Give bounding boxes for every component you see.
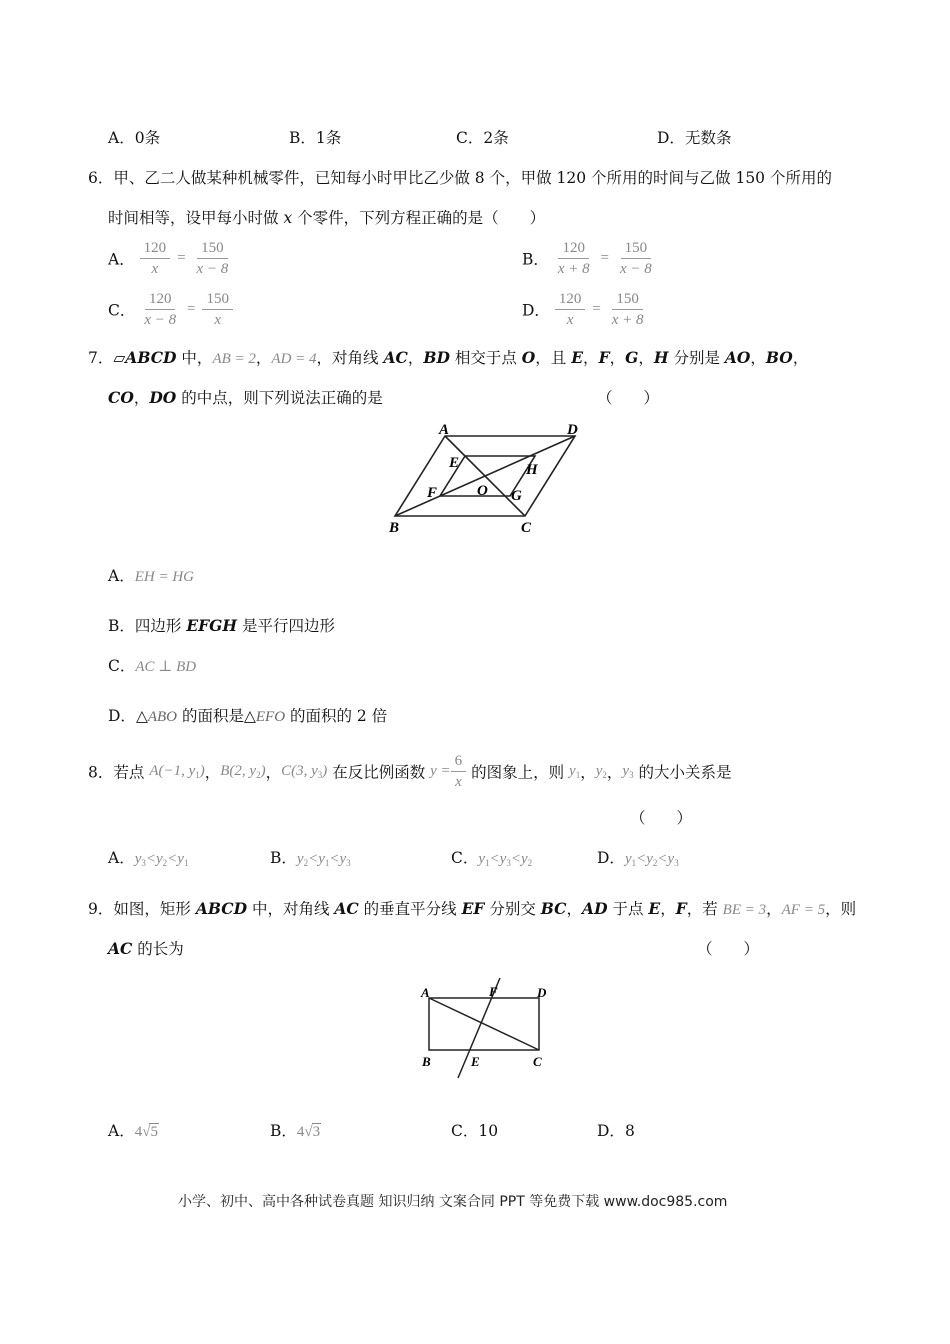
fraction: $\frac{150}{x}$: [202, 290, 233, 329]
q9-option-c[interactable]: C．10: [451, 1122, 499, 1140]
fraction: $\frac{150}{x + 8}$: [611, 291, 644, 328]
label-c: C: [521, 520, 532, 536]
q7-option-c[interactable]: C．AC ⊥ BD: [108, 657, 197, 675]
q7-line1: 7．▱ABCD 中，AB = 2，AD = 4，对角线 AC，BD 相交于点 O，且 E，F，G，H 分别是 AO，BO，: [88, 348, 809, 367]
q8-answer-paren: （ ）: [630, 809, 693, 827]
label-a: A: [439, 422, 450, 438]
label-d: D: [567, 422, 578, 438]
label-e: E: [471, 1054, 480, 1069]
fraction: $\frac{120}{x + 8}$: [557, 240, 590, 277]
q5-option-c[interactable]: C．2条: [456, 129, 509, 147]
q8-line1: 8．若点 A(−1, $y_1$)，B(2, $y_2$)，C(3, $y_3$) 在反比例函数 y = $\frac{6}{x}$ 的图象上，则 $y_1$，$y_2$，$y_3$ 的大小关系是: [88, 753, 732, 790]
q8-option-c[interactable]: C．$y_1<y_3<y_2$: [451, 849, 533, 868]
label-b: B: [422, 1054, 431, 1069]
q9-option-b[interactable]: B．4√3: [270, 1122, 321, 1140]
fraction: $\frac{150}{x - 8}$: [196, 240, 229, 277]
fraction-6-over-x: $\frac{6}{x}$: [451, 752, 467, 791]
diagonal-bd: [395, 436, 575, 516]
q6-option-b[interactable]: B． $\frac{120}{x + 8}$ = $\frac{150}{x - 8}$: [522, 239, 656, 278]
label-g: G: [511, 488, 522, 504]
label-d: D: [537, 985, 547, 1000]
label-a: A: [421, 985, 430, 1000]
q8-option-b[interactable]: B．$y_2<y_1<y_3$: [270, 849, 351, 868]
q5-option-b[interactable]: B．1条: [289, 129, 342, 147]
page-footer: 小学、初中、高中各种试卷真题 知识归纳 文案合同 PPT 等免费下载 www.doc985.com: [178, 1194, 728, 1210]
label-f: F: [489, 984, 498, 999]
fraction: $\frac{120}{x - 8}$: [144, 291, 177, 328]
q8-option-d[interactable]: D．$y_1<y_2<y_3$: [597, 849, 679, 868]
q6-line1: 6．甲、乙二人做某种机械零件，已知每小时甲比乙少做 8 个，甲做 120 个所用的时间与乙做 150 个所用的: [88, 169, 832, 187]
q7-figure: [385, 418, 595, 540]
q8-option-a[interactable]: A．$y_3<y_2<y_1$: [108, 849, 189, 868]
q7-option-a[interactable]: A．EH = HG: [108, 567, 194, 585]
fraction: $\frac{150}{x - 8}$: [619, 240, 652, 277]
label-e: E: [449, 455, 460, 471]
label-c: C: [533, 1054, 542, 1069]
q9-line2: AC 的长为: [108, 939, 184, 958]
fraction: $\frac{120}{x}$: [140, 239, 171, 278]
q9-option-a[interactable]: A．4√5: [108, 1122, 158, 1140]
q7-answer-paren: （ ）: [597, 389, 660, 407]
q7-option-d[interactable]: D．△ABO 的面积是△EFO 的面积的 2 倍: [108, 707, 388, 725]
q5-option-d[interactable]: D．无数条: [657, 129, 732, 147]
q9-option-d[interactable]: D．8: [597, 1122, 635, 1140]
label-b: B: [389, 520, 400, 536]
label-h: H: [526, 462, 538, 478]
label-o: O: [477, 483, 488, 499]
label-f: F: [427, 485, 438, 501]
q5-option-a[interactable]: A．0条: [108, 129, 161, 147]
q7-option-b[interactable]: B．四边形 EFGH 是平行四边形: [108, 616, 335, 635]
fraction: $\frac{120}{x}$: [555, 290, 586, 329]
q6-option-a[interactable]: A． $\frac{120}{x}$ = $\frac{150}{x - 8}$: [108, 239, 232, 278]
q9-answer-paren: （ ）: [697, 940, 760, 958]
q9-line1: 9．如图，矩形 ABCD 中，对角线 AC 的垂直平分线 EF 分别交 BC，AD 于点 E，F，若 BE = 3，AF = 5，则: [88, 899, 857, 918]
q7-line2: CO，DO 的中点，则下列说法正确的是: [108, 388, 383, 407]
q6-line2: 时间相等，设甲每小时做 x 个零件，下列方程正确的是（ ）: [108, 209, 546, 227]
q6-option-c[interactable]: C． $\frac{120}{x - 8}$ = $\frac{150}{x}$: [108, 290, 233, 329]
q6-option-d[interactable]: D． $\frac{120}{x}$ = $\frac{150}{x + 8}$: [522, 290, 648, 329]
q9-figure: [412, 978, 562, 1084]
diagonal-ac: [429, 998, 539, 1050]
